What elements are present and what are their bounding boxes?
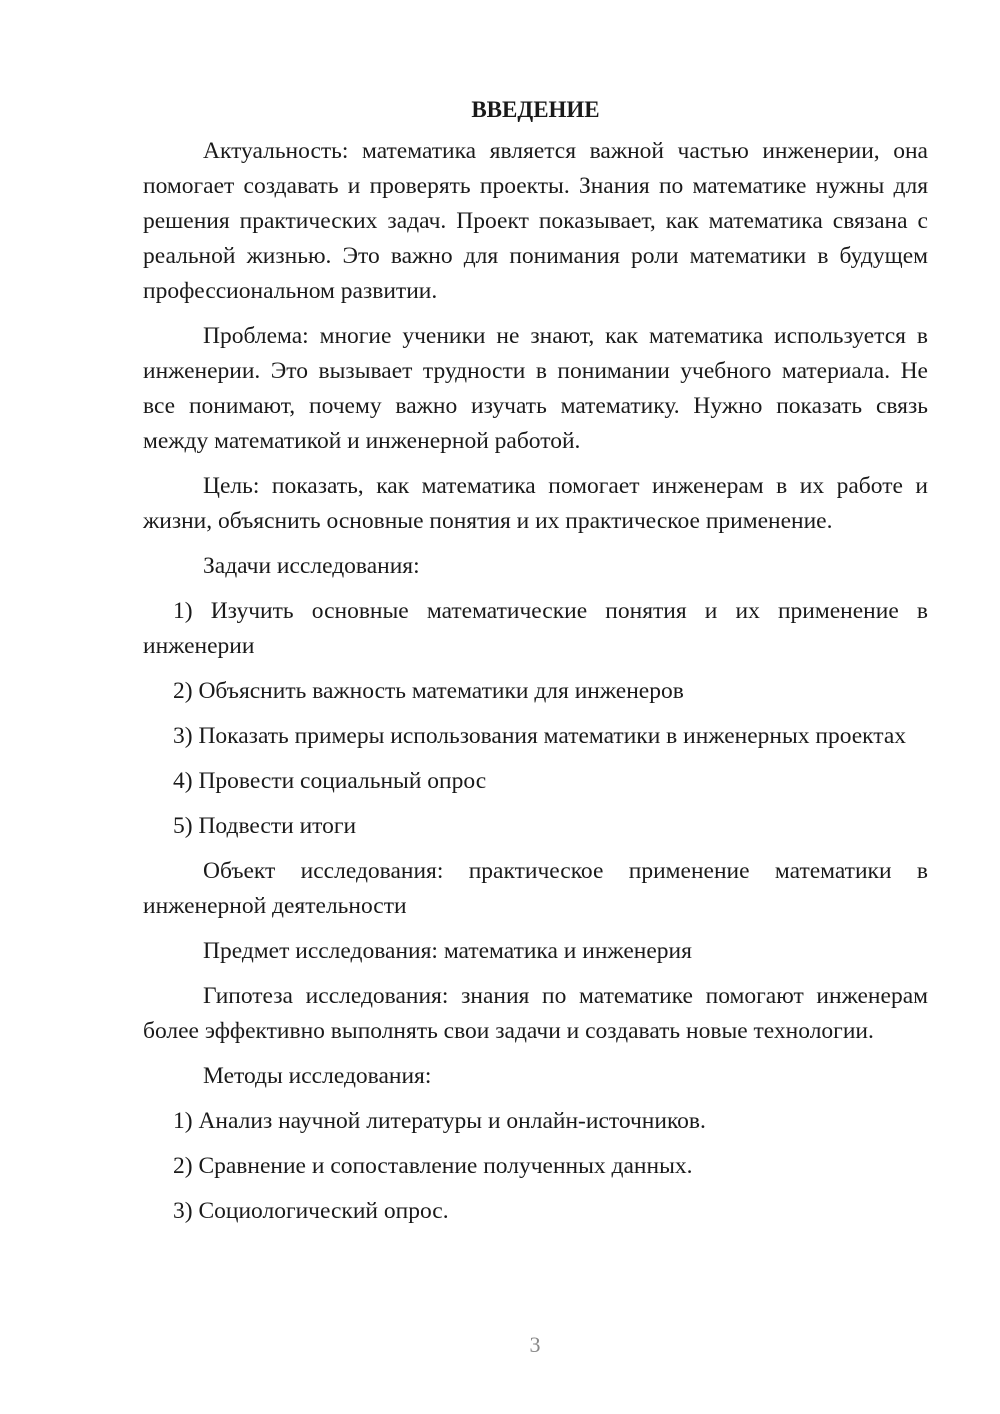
task-item: 2) Объяснить важность математики для инженеров [173,678,684,704]
relevance-paragraph: Актуальность: математика является важной частью инженерии, она помогает создавать и проверять проекты. Знания по математике нужны для решения практических задач. Проект показывает, как математика связана с реальной жизнью. Это важно для понимания роли математики в будущем профессиональном развитии. [143,138,928,304]
page-content [143,92,928,1239]
method-item: 1) Анализ научной литературы и онлайн-источников. [173,1108,706,1134]
method-item: 3) Социологический опрос. [173,1198,449,1224]
page-number: 3 [529,1332,541,1357]
hypothesis-paragraph: Гипотеза исследования: знания по математике помогают инженерам более эффективно выполнять свои задачи и создавать новые технологии. [143,983,928,1044]
task-item: 3) Показать примеры использования математики в инженерных проектах [173,723,907,749]
task-item: 4) Провести социальный опрос [173,768,487,794]
section-heading: ВВЕДЕНИЕ [471,97,600,122]
goal-paragraph: Цель: показать, как математика помогает инженерам в их работе и жизни, объяснить основные понятия и их практическое применение. [143,473,928,534]
task-item: 1) Изучить основные математические понятия и их применение в инженерии [143,598,928,659]
method-item: 2) Сравнение и сопоставление полученных данных. [173,1153,693,1179]
subject-paragraph: Предмет исследования: математика и инженерия [203,938,692,964]
problem-paragraph: Проблема: многие ученики не знают, как математика используется в инженерии. Это вызывает трудности в понимании учебного материала. Не все понимают, почему важно изучать математику. Нужно показать связь между математикой и инженерной работой. [143,323,928,454]
task-item: 5) Подвести итоги [173,813,357,839]
object-paragraph: Объект исследования: практическое применение математики в инженерной деятельности [143,858,928,919]
tasks-title: Задачи исследования: [203,553,420,579]
methods-title: Методы исследования: [203,1063,432,1089]
